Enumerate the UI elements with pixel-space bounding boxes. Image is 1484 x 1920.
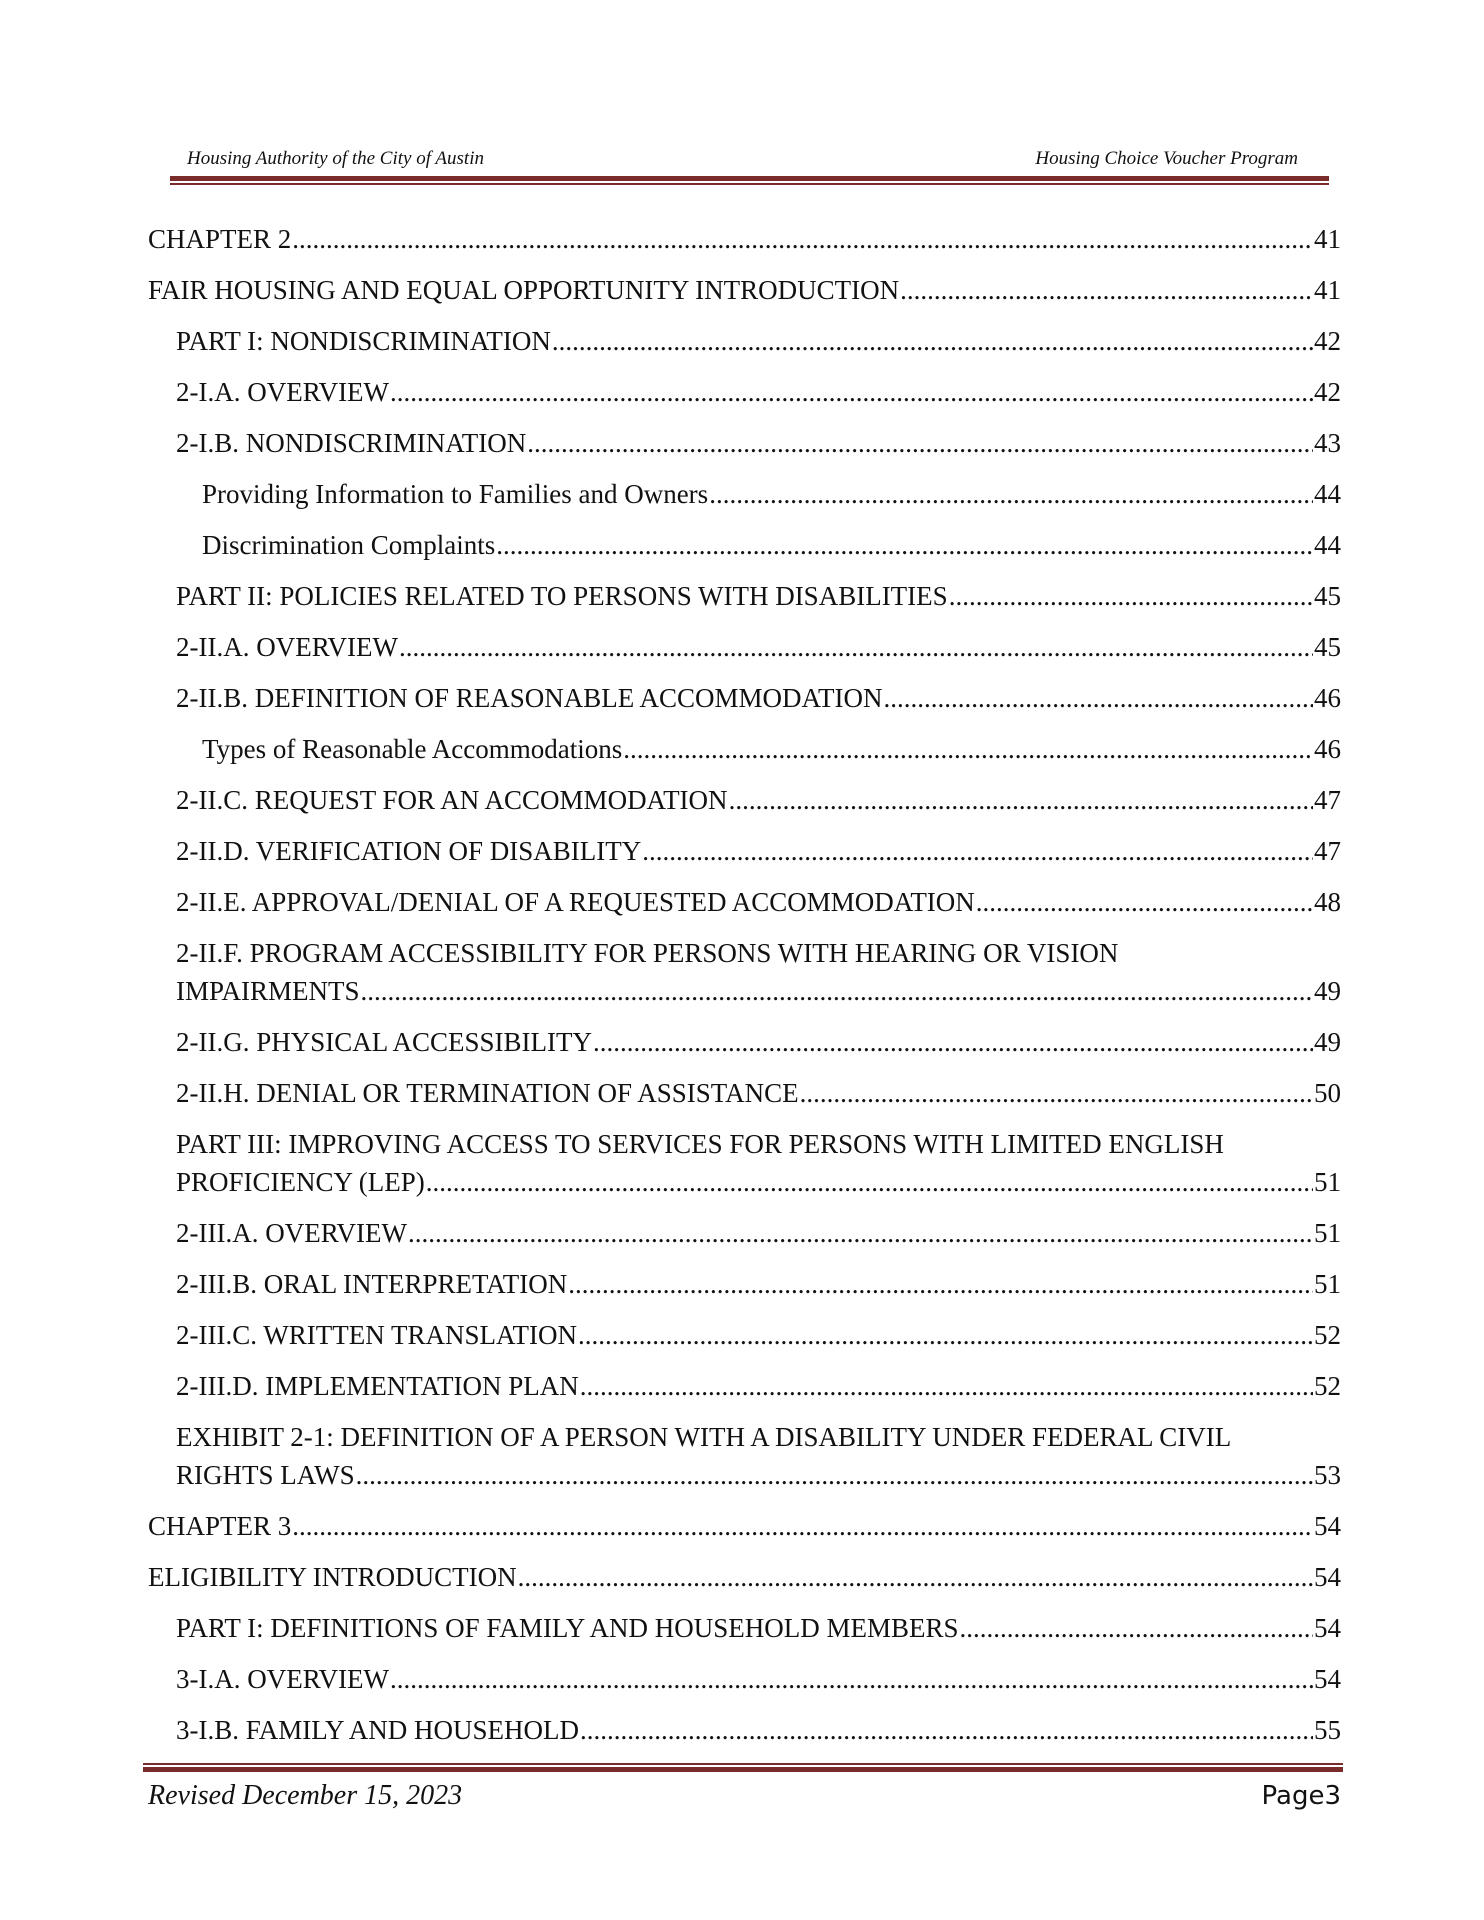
toc-entry-page: 42 [1314,326,1341,356]
toc-entry-title: 2-II.D. VERIFICATION OF DISABILITY [176,836,642,866]
toc-entry[interactable] [148,475,1341,526]
toc-leader [496,526,1313,564]
toc-entry-title: Providing Information to Families and Owners [202,479,709,509]
toc-entry[interactable] [148,526,1341,577]
revision-date: Revised December 15, 2023 [148,1780,463,1811]
toc-entry-title: 2-III.C. WRITTEN TRANSLATION [176,1320,577,1350]
header-organization: Housing Authority of the City of Austin [187,148,484,169]
toc-entry-title: 2-III.D. IMPLEMENTATION PLAN [176,1371,579,1401]
toc-entry-title-line2: IMPAIRMENTS [176,976,360,1006]
toc-entry-page: 45 [1314,581,1341,611]
toc-leader [729,781,1313,819]
toc-entry-page: 54 [1314,1613,1341,1643]
toc-entry-page: 51 [1314,1218,1341,1248]
toc-leader [361,972,1313,1010]
toc-entry[interactable] [148,934,1341,1023]
toc-entry-title: 2-II.C. REQUEST FOR AN ACCOMMODATION [176,785,728,815]
toc-entry-title: 2-II.B. DEFINITION OF REASONABLE ACCOMMODATION [176,683,883,713]
toc-entry-page: 54 [1314,1511,1341,1541]
toc-entry-title-line1: EXHIBIT 2-1: DEFINITION OF A PERSON WITH A DISABILITY UNDER FEDERAL CIVIL [176,1422,1232,1452]
toc-leader [949,577,1313,615]
toc-leader [356,1456,1313,1494]
toc-entry-page: 41 [1314,275,1341,305]
toc-entry-page: 42 [1314,377,1341,407]
toc-entry-page: 53 [1314,1460,1341,1490]
toc-entry-page: 52 [1314,1320,1341,1350]
toc-entry-page: 45 [1314,632,1341,662]
running-footer [148,1780,1341,1812]
toc-entry-title: 2-II.G. PHYSICAL ACCESSIBILITY [176,1027,593,1057]
toc-entry[interactable] [148,424,1341,475]
footer-rule [143,1763,1343,1773]
toc-entry[interactable] [148,1367,1341,1418]
toc-entry-page: 50 [1314,1078,1341,1108]
toc-entry[interactable] [148,220,1341,271]
toc-entry-page: 47 [1314,785,1341,815]
toc-entry[interactable] [148,1023,1341,1074]
toc-entry[interactable] [148,373,1341,424]
toc-entry-title: 3-I.B. FAMILY AND HOUSEHOLD [176,1715,580,1745]
toc-entry[interactable] [148,1711,1341,1762]
toc-entry[interactable] [148,1418,1341,1507]
toc-entry-page: 54 [1314,1664,1341,1694]
toc-leader [518,1558,1313,1596]
toc-leader [623,730,1313,768]
toc-entry-page: 43 [1314,428,1341,458]
toc-leader [800,1074,1313,1112]
toc-entry[interactable] [148,1660,1341,1711]
toc-entry[interactable] [148,1507,1341,1558]
toc-entry-title: 2-II.A. OVERVIEW [176,632,399,662]
toc-entry[interactable] [148,730,1341,781]
toc-entry-title: PART I: DEFINITIONS OF FAMILY AND HOUSEHOLD MEMBERS [176,1613,959,1643]
toc-entry-page: 46 [1314,734,1341,764]
toc-entry-title: CHAPTER 3 [148,1511,292,1541]
toc-entry[interactable] [148,628,1341,679]
toc-leader [568,1265,1313,1303]
toc-entry[interactable] [148,322,1341,373]
toc-leader [527,424,1313,462]
toc-entry-title-line1: PART III: IMPROVING ACCESS TO SERVICES FOR PERSONS WITH LIMITED ENGLISH [176,1129,1224,1159]
toc-entry-title: 3-I.A. OVERVIEW [176,1664,390,1694]
header-rule [170,176,1329,186]
toc-entry-title: 2-III.A. OVERVIEW [176,1218,408,1248]
toc-entry-page: 51 [1314,1167,1341,1197]
toc-entry[interactable] [148,1265,1341,1316]
running-header [187,148,1298,170]
toc-leader [900,271,1313,309]
toc-leader [976,883,1313,921]
toc-entry-page: 51 [1314,1269,1341,1299]
toc-entry[interactable] [148,1609,1341,1660]
toc-entry-page: 46 [1314,683,1341,713]
toc-entry[interactable] [148,271,1341,322]
table-of-contents [148,220,1341,1762]
toc-entry-page: 49 [1314,1027,1341,1057]
toc-entry[interactable] [148,1316,1341,1367]
toc-entry-page: 47 [1314,836,1341,866]
toc-entry-title: Types of Reasonable Accommodations [202,734,623,764]
toc-entry-title: Discrimination Complaints [202,530,496,560]
toc-leader [709,475,1313,513]
toc-entry-title: ELIGIBILITY INTRODUCTION [148,1562,517,1592]
toc-leader [580,1367,1313,1405]
toc-leader [593,1023,1313,1061]
toc-leader [426,1163,1313,1201]
toc-entry[interactable] [148,679,1341,730]
toc-entry-title: CHAPTER 2 [148,224,292,254]
toc-leader [292,1507,1313,1545]
toc-entry[interactable] [148,781,1341,832]
page-number: Page3 [1261,1781,1341,1811]
toc-entry[interactable] [148,1558,1341,1609]
toc-leader [580,1711,1313,1749]
toc-leader [390,373,1313,411]
toc-entry-title: 2-III.B. ORAL INTERPRETATION [176,1269,568,1299]
toc-leader [292,220,1313,258]
toc-entry-title-line2: PROFICIENCY (LEP) [176,1167,425,1197]
toc-leader [960,1609,1314,1647]
toc-entry-title: 2-I.A. OVERVIEW [176,377,390,407]
toc-leader [884,679,1314,717]
toc-entry-title-line2: RIGHTS LAWS [176,1460,355,1490]
toc-entry-page: 44 [1314,479,1341,509]
toc-entry-page: 44 [1314,530,1341,560]
toc-entry[interactable] [148,577,1341,628]
toc-entry-title-line1: 2-II.F. PROGRAM ACCESSIBILITY FOR PERSONS WITH HEARING OR VISION [176,938,1119,968]
toc-entry-page: 49 [1314,976,1341,1006]
toc-entry-title: FAIR HOUSING AND EQUAL OPPORTUNITY INTRODUCTION [148,275,900,305]
toc-leader [642,832,1313,870]
toc-leader [390,1660,1313,1698]
toc-leader [399,628,1313,666]
toc-leader [552,322,1313,360]
toc-entry[interactable] [148,1074,1341,1125]
toc-entry[interactable] [148,883,1341,934]
toc-entry[interactable] [148,832,1341,883]
toc-entry-title: PART I: NONDISCRIMINATION [176,326,551,356]
toc-leader [408,1214,1313,1252]
toc-leader [578,1316,1313,1354]
toc-entry-title: PART II: POLICIES RELATED TO PERSONS WITH DISABILITIES [176,581,948,611]
toc-entry[interactable] [148,1125,1341,1214]
header-program: Housing Choice Voucher Program [1035,148,1298,169]
toc-entry-title: 2-I.B. NONDISCRIMINATION [176,428,527,458]
toc-entry-title: 2-II.E. APPROVAL/DENIAL OF A REQUESTED ACCOMMODATION [176,887,975,917]
toc-entry[interactable] [148,1214,1341,1265]
toc-entry-page: 41 [1314,224,1341,254]
toc-entry-page: 52 [1314,1371,1341,1401]
toc-entry-page: 48 [1314,887,1341,917]
toc-entry-page: 54 [1314,1562,1341,1592]
toc-entry-page: 55 [1314,1715,1341,1745]
toc-entry-title: 2-II.H. DENIAL OR TERMINATION OF ASSISTANCE [176,1078,799,1108]
